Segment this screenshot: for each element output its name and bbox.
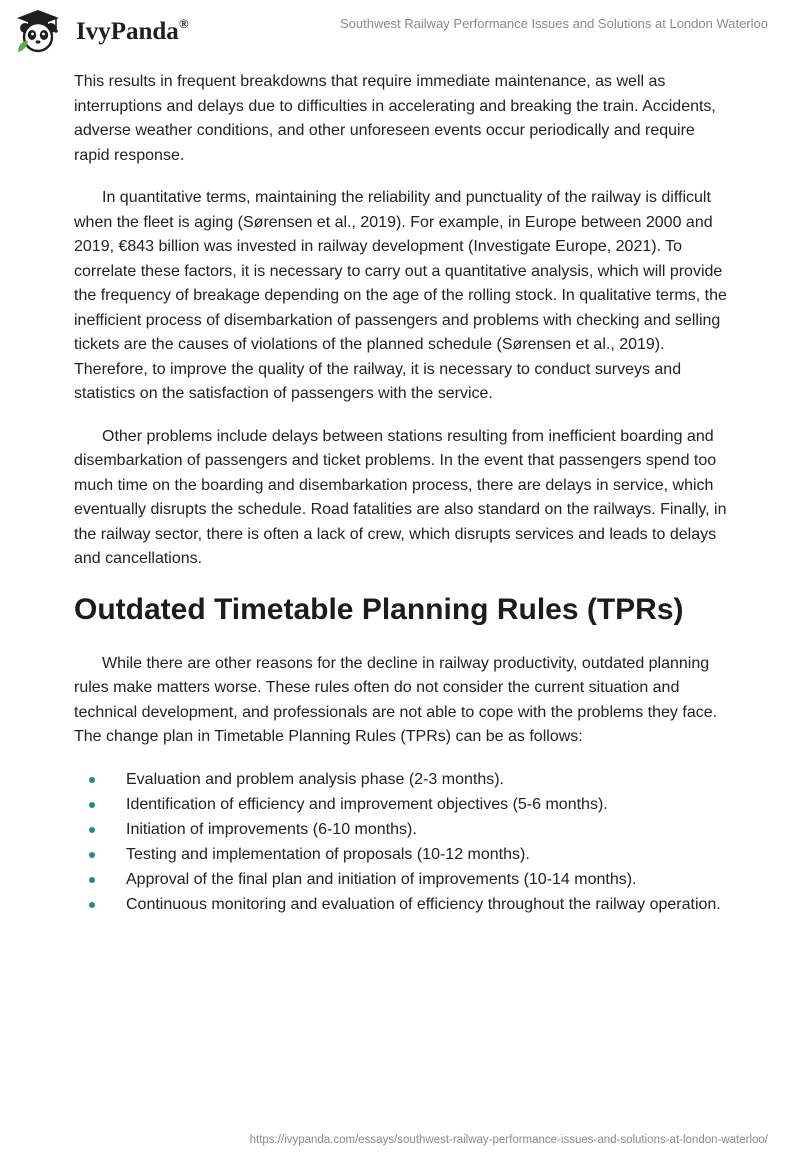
list-item: Initiation of improvements (6-10 months). xyxy=(74,818,730,843)
document-title: Southwest Railway Performance Issues and Solutions at London Waterloo xyxy=(339,16,768,31)
ivypanda-logo[interactable] xyxy=(14,8,214,54)
brand-name: IvyPanda® xyxy=(76,16,189,45)
registered-mark: ® xyxy=(178,16,189,31)
change-plan-list xyxy=(74,768,730,918)
bullet-dot-icon xyxy=(89,877,95,883)
list-item: Identification of efficiency and improvement objectives (5-6 months). xyxy=(74,793,730,818)
list-item: Continuous monitoring and evaluation of efficiency throughout the railway operation. xyxy=(74,893,730,918)
panda-mascot-icon xyxy=(14,8,62,54)
essay-body xyxy=(74,70,730,918)
paragraph-tpr-intro: While there are other reasons for the decline in railway productivity, outdated planning rules make matters worse. These rules often do not consider the current situation and technical development, and professionals are not able to cope with the problems they face. The change plan in Timetable Planning Rules (TPRs) can be as follows: xyxy=(74,654,718,745)
list-item: Testing and implementation of proposals (10-12 months). xyxy=(74,843,730,868)
section-heading: Outdated Timetable Planning Rules (TPRs) xyxy=(74,592,684,626)
list-item: Approval of the final plan and initiation of improvements (10-14 months). xyxy=(74,868,730,893)
paragraph-other-problems: Other problems include delays between stations resulting from inefficient boarding and disembarkation of passengers and ticket problems. In the event that passengers spend too much time on the boarding and disembarkation process, there are delays in service, which eventually disrupts the schedule. Road fatalities are also standard on the railways. Finally, in the railway sector, there is often a lack of crew, which disrupts services and leads to delays and cancellations. xyxy=(74,427,727,567)
bullet-dot-icon xyxy=(89,802,95,808)
bullet-dot-icon xyxy=(89,777,95,783)
bullet-dot-icon xyxy=(89,852,95,858)
bullet-dot-icon xyxy=(89,902,95,908)
list-item: Evaluation and problem analysis phase (2-3 months). xyxy=(74,768,730,793)
bullet-dot-icon xyxy=(89,827,95,833)
paragraph-breakdowns: This results in frequent breakdowns that require immediate maintenance, as well as interruptions and delays due to difficulties in accelerating and breaking the train. Accidents, adverse weather conditions, and other unforeseen events occur periodically and require rapid response. xyxy=(74,73,716,164)
source-url-link[interactable]: https://ivypanda.com/essays/southwest-railway-performance-issues-and-solutions-at-london-waterloo/ xyxy=(249,1134,768,1146)
paragraph-quantitative: In quantitative terms, maintaining the reliability and punctuality of the railway is difficult when the fleet is aging (Sørensen et al., 2019). For example, in Europe between 2000 and 2019, €843 billion was invested in railway development (Investigate Europe, 2021). To correlate these factors, it is necessary to carry out a quantitative analysis, which will provide the frequency of breakage depending on the age of the rolling stock. In qualitative terms, the inefficient process of disembarkation of passengers and problems with checking and selling tickets are the causes of violations of the planned schedule (Sørensen et al., 2019). Therefore, to improve the quality of the railway, it is necessary to conduct surveys and statistics on the satisfaction of passengers with the service. xyxy=(74,189,727,402)
page-header xyxy=(0,0,800,60)
